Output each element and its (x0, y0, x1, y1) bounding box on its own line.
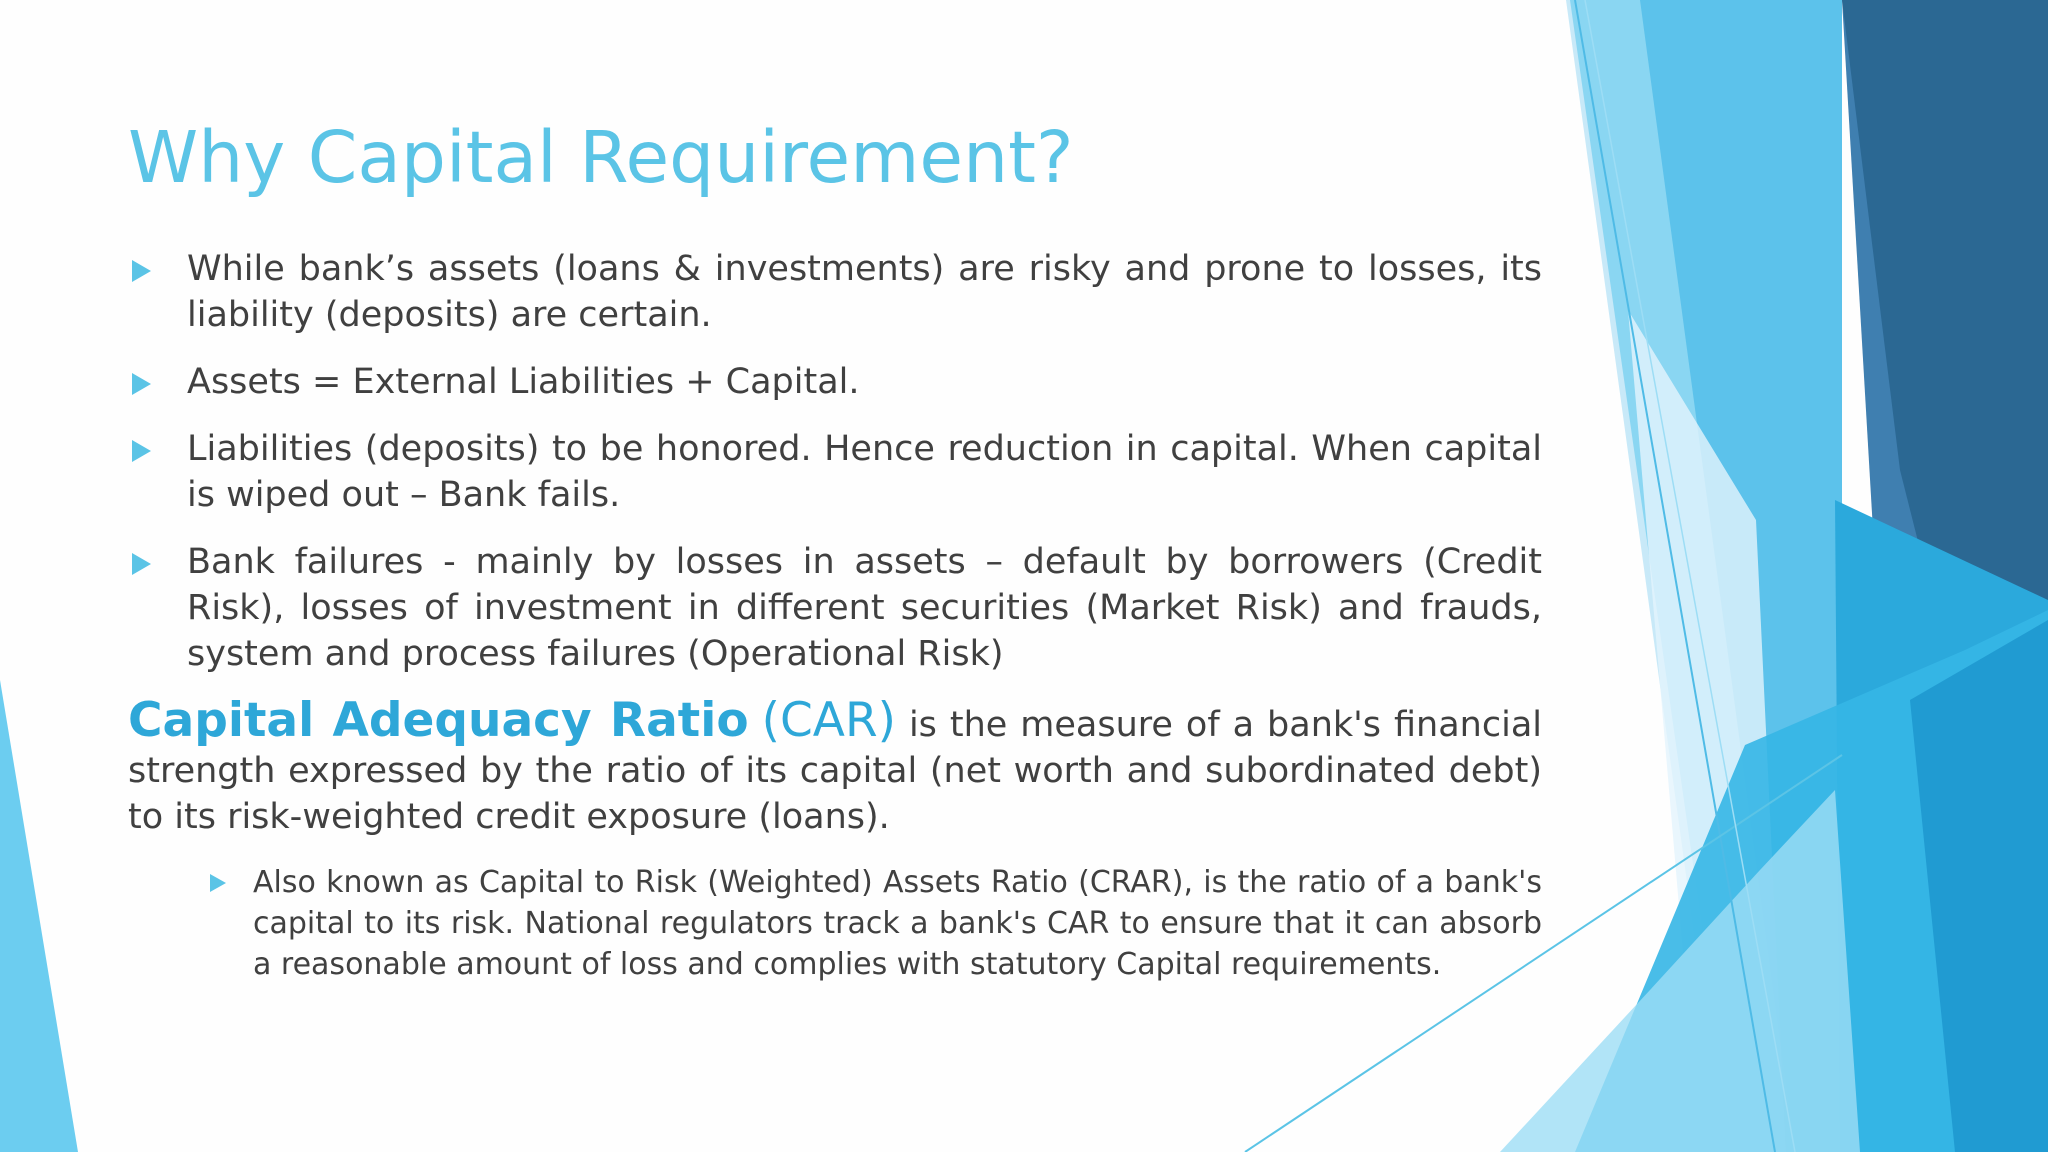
left-edge-shape (0, 680, 78, 1152)
triangle-bullet-icon (210, 874, 226, 892)
triangle-bullet-icon (132, 373, 151, 395)
bullet-list (128, 246, 1542, 677)
sub-bullet-item (128, 862, 1542, 985)
car-abbreviation: (CAR) (761, 693, 896, 748)
sub-bullet-text: Also known as Capital to Risk (Weighted) Assets Ratio (CRAR), is the ratio of a bank's capital to its risk. National regulators track a bank's CAR to ensure that it can absorb a reasonable amount of loss and complies with statutory Capital requirements. (253, 865, 1542, 982)
bullet-item (128, 246, 1542, 338)
bullet-item (128, 539, 1542, 677)
slide-title: Why Capital Requirement? (128, 116, 1074, 199)
triangle-bullet-icon (132, 553, 151, 575)
bullet-text: Liabilities (deposits) to be honored. Hence reduction in capital. When capital is wiped out – Bank fails. (187, 429, 1542, 515)
car-definition-text: is the measure of a bank's financial strength expressed by the ratio of its capital (net worth and subordinated debt) to its risk-weighted credit exposure (loans). (128, 705, 1542, 837)
triangle-bullet-icon (132, 440, 151, 462)
triangle-bullet-icon (132, 260, 151, 282)
bullet-text: Bank failures - mainly by losses in assets – default by borrowers (Credit Risk), losses of investment in different securities (Market Risk) and frauds, system and process failures (Operational Risk) (187, 542, 1542, 674)
bullet-item (128, 426, 1542, 518)
bullet-text: Assets = External Liabilities + Capital. (187, 362, 860, 402)
car-definition (128, 693, 1542, 840)
slide-body (128, 246, 1542, 985)
car-term: Capital Adequacy Ratio (128, 693, 749, 748)
bullet-text: While bank’s assets (loans & investments) are risky and prone to losses, its liability (deposits) are certain. (187, 249, 1542, 335)
bullet-item (128, 359, 1542, 405)
